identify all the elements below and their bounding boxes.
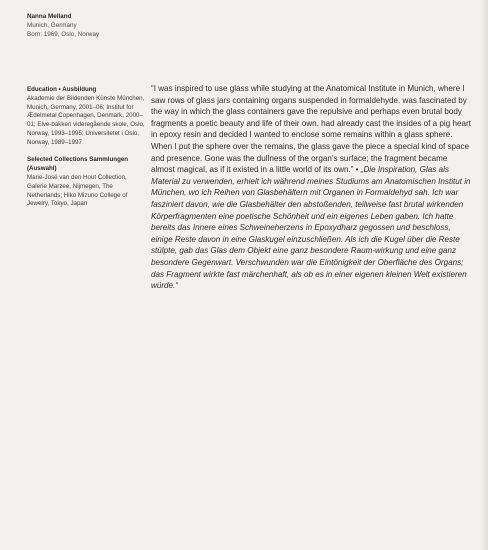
artist-statement <box>151 83 473 292</box>
collections-heading: Selected Collections Sammlungen (Auswahl) <box>27 156 129 173</box>
artist-born: Born: 1969, Oslo, Norway <box>27 31 100 38</box>
statement-german: „Die Inspiration, Glas als Material zu verwenden, erhielt ich während meines Studiums am Anatomischen Institut in München, wo ich Reihen von Glasbehältern mit Organen in Formaldehyd sah. Ich war fasziniert davon, wie die Glasbehälter den abstoßenden, teilweise fast brutal wirkenden Körperfragmenten eine poetische Schönheit und ein eigenes Leben gaben. Ich hatte bereits das Innere eines Schweineherzens in Epoxydharz gegossen und beschloss, einige Reste davon in eine Glaskugel einzuschließen. Als ich die Kugel über die Reste stülpte, gab das Glas dem Objekt eine ganz besondere Raum-wirkung und eine ganz besondere Gegenwart. Verschwunden war die Eintönigkeit der Oberfläche des Organs; das Fragment wirkte fast märchenhaft, als ob es in einer eigenen kleinen Welt existieren würde.“ <box>151 165 471 291</box>
collections-text: Marie-José van den Hout Collection, Galerie Marzee, Nijmegen, The Netherlands; Hiko Mizuno College of Jewelry, Tokyo, Japan <box>27 173 128 208</box>
statement-text <box>151 83 473 292</box>
page-edge <box>482 0 488 550</box>
education-section <box>27 86 145 148</box>
statement-english: “I was inspired to use glass while studying at the Anatomical Institute in Munich, where I saw rows of glass jars containing organs suspended in formaldehyde. was fascinated by the way in which the glass containers gave the repulsive and perhaps even brutal body fragments a poetic beauty and life of their own. had already cast the insides of a pig heart in epoxy resin and decided I wanted to enclose some remains within a glass sphere. When I put the sphere over the remains, the glass gave the piece a special kind of space and presence. Gone was the dullness of the organ’s surface; the fragment became almost magical, as if it existed in a little world of its own.” • <box>151 84 471 175</box>
biography-column <box>27 86 145 218</box>
artist-location: Munich, Germany <box>27 22 77 29</box>
collections-section <box>27 156 145 209</box>
artist-name: Nanna Melland <box>27 13 72 20</box>
education-text: Akademie der Bildenden Künste München, Munich, Germany, 2001–06; Institut for Ædelmetal Copenhagen, Denmark, 2000–01; Elve-bakken videregående skole, Oslo, Norway, 1993–1995; Universitetet i Oslo, Norway, 1989–1997 <box>27 94 145 146</box>
artist-header <box>27 12 167 39</box>
education-heading: Education • Ausbildung <box>27 86 97 93</box>
